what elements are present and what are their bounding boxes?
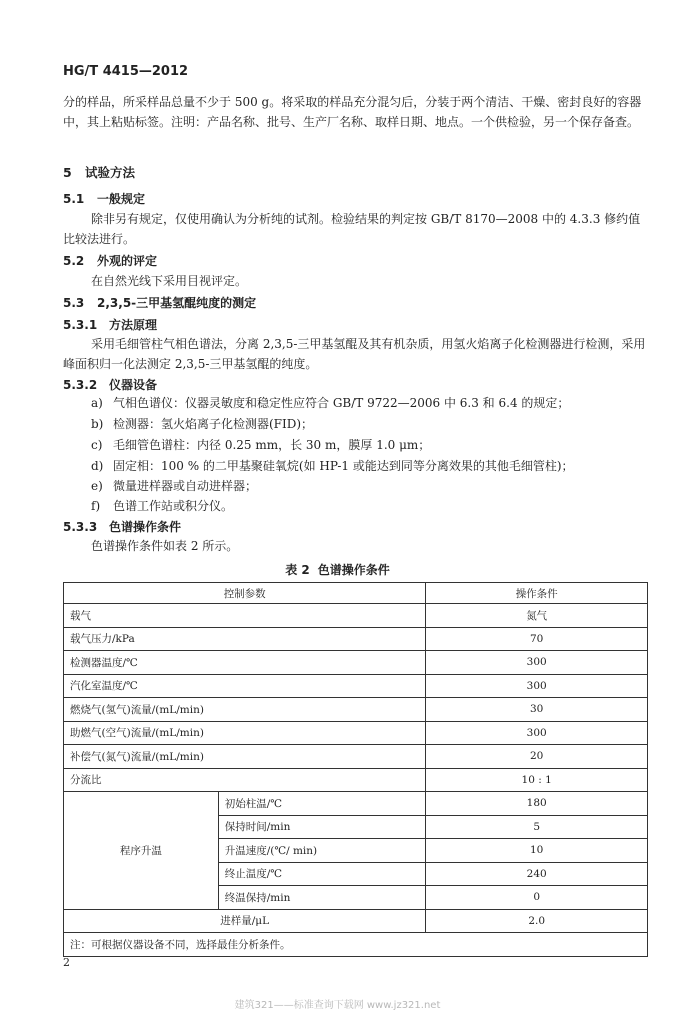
section-5-3-heading	[63, 294, 256, 311]
value-cell: 2.0	[426, 909, 648, 933]
table-row	[64, 768, 648, 792]
equipment-item	[91, 414, 313, 434]
item-label: e)	[91, 479, 103, 493]
footer-watermark: 建筑321——标准查询下载网 www.jz321.net	[234, 1000, 441, 1011]
section-title: 方法原理	[109, 318, 158, 332]
column-header-param: 控制参数	[64, 583, 426, 604]
table-caption-number: 表 2	[285, 563, 310, 577]
equipment-item	[91, 393, 569, 413]
section-5-heading	[63, 163, 135, 181]
equipment-item	[91, 476, 257, 496]
section-number: 5	[63, 165, 72, 180]
item-text: 微量进样器或自动进样器；	[113, 479, 258, 493]
param-cell: 汽化室温度/℃	[64, 674, 426, 698]
param-cell: 终止温度/℃	[218, 862, 426, 886]
value-cell: 300	[426, 721, 648, 745]
section-number: 5.2	[63, 254, 85, 268]
item-label: c)	[91, 438, 103, 452]
section-5-2-heading	[63, 252, 157, 269]
value-cell: 0	[426, 886, 648, 910]
page-number: 2	[63, 956, 70, 969]
param-cell: 补偿气(氮气)流量/(mL/min)	[64, 745, 426, 769]
section-number: 5.3.2	[63, 378, 98, 392]
param-cell: 载气	[64, 604, 426, 628]
value-cell: 300	[426, 674, 648, 698]
section-5-1-text: 除非另有规定，仅使用确认为分析纯的试剂。检验结果的判定按 GB/T 8170—2008 中的 4.3.3 修约值比较法进行。	[63, 212, 641, 246]
table-row	[64, 792, 648, 816]
table-row	[64, 745, 648, 769]
table-note: 注：可根据仪器设备不同，选择最佳分析条件。	[64, 933, 648, 957]
item-text: 毛细管色谱柱：内径 0.25 mm，长 30 m，膜厚 1.0 μm；	[113, 438, 431, 452]
param-cell: 检测器温度/℃	[64, 651, 426, 675]
param-cell: 终温保持/min	[218, 886, 426, 910]
section-5-2-text: 在自然光线下采用目视评定。	[91, 274, 248, 288]
item-label: d)	[91, 459, 104, 473]
param-cell: 保持时间/min	[218, 815, 426, 839]
standard-number: HG/T 4415—2012	[63, 64, 189, 79]
param-cell: 进样量/μL	[64, 909, 426, 933]
section-number: 5.3.1	[63, 318, 98, 332]
section-title: 试验方法	[85, 165, 136, 180]
section-title: 仪器设备	[109, 378, 158, 392]
section-5-3-3-text: 色谱操作条件如表 2 所示。	[91, 539, 239, 553]
equipment-item	[91, 435, 430, 455]
table-row	[64, 604, 648, 628]
section-number: 5.1	[63, 192, 85, 206]
param-cell: 助燃气(空气)流量/(mL/min)	[64, 721, 426, 745]
param-cell: 载气压力/kPa	[64, 627, 426, 651]
item-text: 气相色谱仪：仪器灵敏度和稳定性应符合 GB/T 9722—2006 中 6.3 和 6.4 的规定；	[113, 396, 570, 410]
param-cell: 初始柱温/℃	[218, 792, 426, 816]
section-title: 2,3,5-三甲基氢醌纯度的测定	[97, 296, 257, 310]
item-text: 检测器：氢火焰离子化检测器(FID)；	[113, 417, 314, 431]
table-caption-title: 色谱操作条件	[317, 563, 390, 577]
section-5-3-2-heading	[63, 376, 157, 393]
item-text: 固定相：100 % 的二甲基聚硅氧烷(如 HP-1 或能达到同等分离效果的其他毛细管柱)；	[113, 459, 574, 473]
section-title: 色谱操作条件	[109, 520, 182, 534]
column-header-condition: 操作条件	[426, 583, 648, 604]
chromatography-conditions-table	[63, 582, 648, 957]
item-label: b)	[91, 417, 104, 431]
section-5-3-1-text: 采用毛细管柱气相色谱法，分离 2,3,5-三甲基氢醌及其有机杂质，用氢火焰离子化检测器进行检测，采用峰面积归一化法测定 2,3,5-三甲基氢醌的纯度。	[63, 337, 646, 371]
value-cell: 20	[426, 745, 648, 769]
table-row	[64, 721, 648, 745]
section-number: 5.3.3	[63, 520, 98, 534]
program-temperature-label: 程序升温	[64, 792, 219, 910]
table-row	[64, 651, 648, 675]
param-cell: 燃烧气(氢气)流量/(mL/min)	[64, 698, 426, 722]
value-cell: 300	[426, 651, 648, 675]
param-cell: 升温速度/(℃/ min)	[218, 839, 426, 863]
value-cell: 30	[426, 698, 648, 722]
equipment-item	[91, 456, 574, 476]
table-row	[64, 698, 648, 722]
value-cell: 5	[426, 815, 648, 839]
value-cell: 180	[426, 792, 648, 816]
section-5-3-3-heading	[63, 518, 181, 535]
intro-paragraph: 分的样品，所采样品总量不少于 500 g。将采取的样品充分混匀后，分装于两个清洁、干燥、密封良好的容器中，其上粘贴标签。注明：产品名称、批号、生产厂名称、取样日期、地点。一个供检验，另一个保存备查。	[63, 95, 642, 129]
table-note-row	[64, 933, 648, 957]
section-title: 外观的评定	[97, 254, 158, 268]
item-text: 色谱工作站或积分仪。	[113, 499, 234, 513]
table-row	[64, 909, 648, 933]
param-cell: 分流比	[64, 768, 426, 792]
item-label: a)	[91, 396, 103, 410]
section-5-1-heading	[63, 190, 145, 207]
item-label: f)	[91, 499, 101, 513]
section-title: 一般规定	[97, 192, 146, 206]
value-cell: 70	[426, 627, 648, 651]
table-row	[64, 674, 648, 698]
section-number: 5.3	[63, 296, 85, 310]
value-cell: 氮气	[426, 604, 648, 628]
equipment-item	[91, 496, 233, 516]
section-5-3-1-heading	[63, 316, 157, 333]
value-cell: 10 : 1	[426, 768, 648, 792]
value-cell: 10	[426, 839, 648, 863]
value-cell: 240	[426, 862, 648, 886]
table-row	[64, 627, 648, 651]
table-caption	[0, 561, 675, 578]
